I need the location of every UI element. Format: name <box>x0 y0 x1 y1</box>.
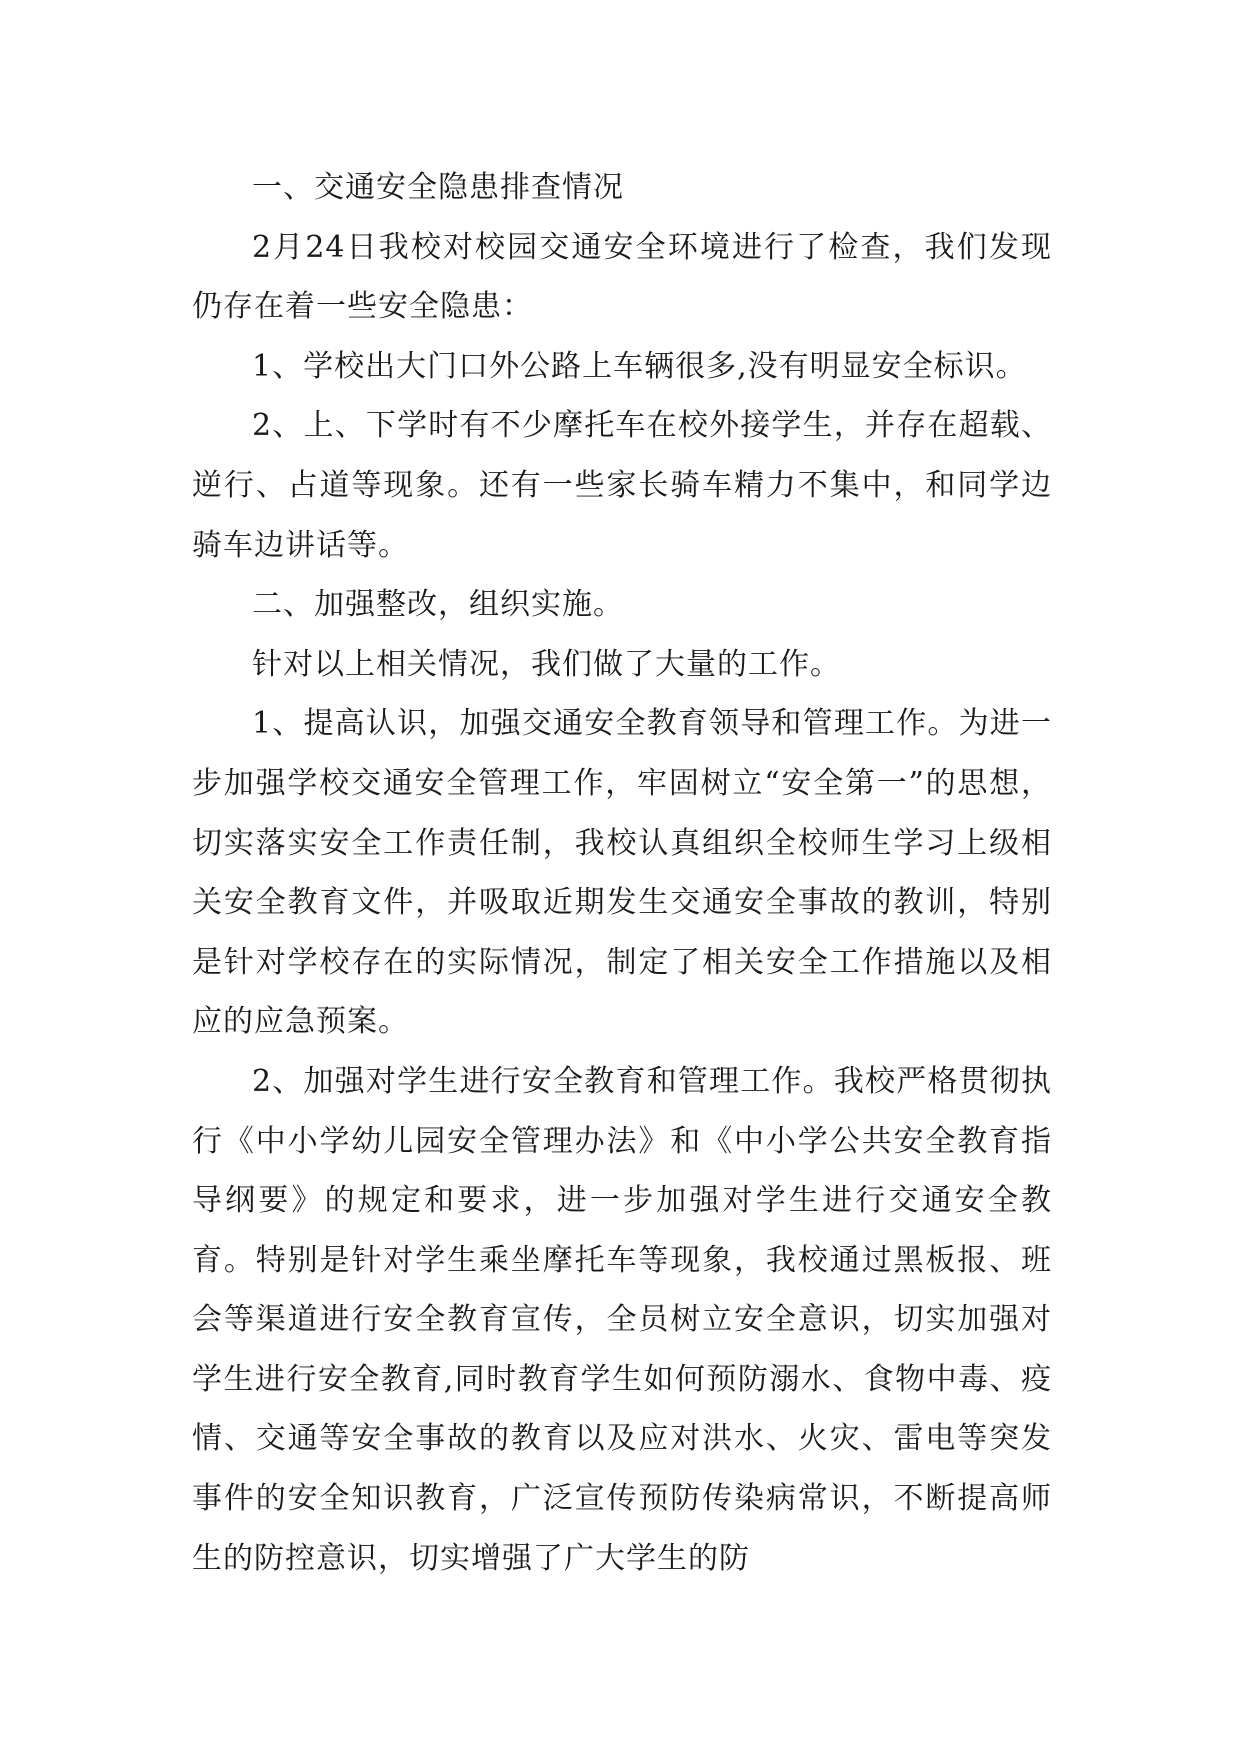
document-body <box>192 158 1052 1588</box>
heading-section-one: 一、交通安全隐患排查情况 <box>252 170 624 205</box>
list-item-hazard-2: 2、上、下学时有不少摩托车在校外接学生，并存在超载、逆行、占道等现象。还有一些家长骑车精力不集中，和同学边骑车边讲话等。 <box>192 408 1052 563</box>
heading-section-two: 二、加强整改，组织实施。 <box>252 587 624 623</box>
paragraph-inspection-summary: 2月24日我校对校园交通安全环境进行了检查，我们发现仍存在着一些安全隐患： <box>192 229 1052 325</box>
list-item-measure-1: 1、提高认识，加强交通安全教育领导和管理工作。为进一步加强学校交通安全管理工作，牢固树立“安全第一”的思想，切实落实安全工作责任制，我校认真组织全校师生学习上级相关安全教育文件，并吸取近期发生交通安全事故的教训，特别是针对学校存在的实际情况，制定了相关安全工作措施以及相应的应急预案。 <box>192 706 1052 1040</box>
paragraph-work-intro: 针对以上相关情况，我们做了大量的工作。 <box>252 646 841 682</box>
list-item-measure-2: 2、加强对学生进行安全教育和管理工作。我校严格贯彻执行《中小学幼儿园安全管理办法》和《中小学公共安全教育指导纲要》的规定和要求，进一步加强对学生进行交通安全教育。特别是针对学生乘坐摩托车等现象，我校通过黑板报、班会等渠道进行安全教育宣传，全员树立安全意识，切实加强对学生进行安全教育,同时教育学生如何预防溺水、食物中毒、疫情、交通等安全事故的教育以及应对洪水、火灾、雷电等突发事件的安全知识教育，广泛宣传预防传染病常识，不断提高师生的防控意识，切实增强了广大学生的防 <box>192 1063 1052 1576</box>
list-item-hazard-1: 1、学校出大门口外公路上车辆很多,没有明显安全标识。 <box>252 348 1027 384</box>
